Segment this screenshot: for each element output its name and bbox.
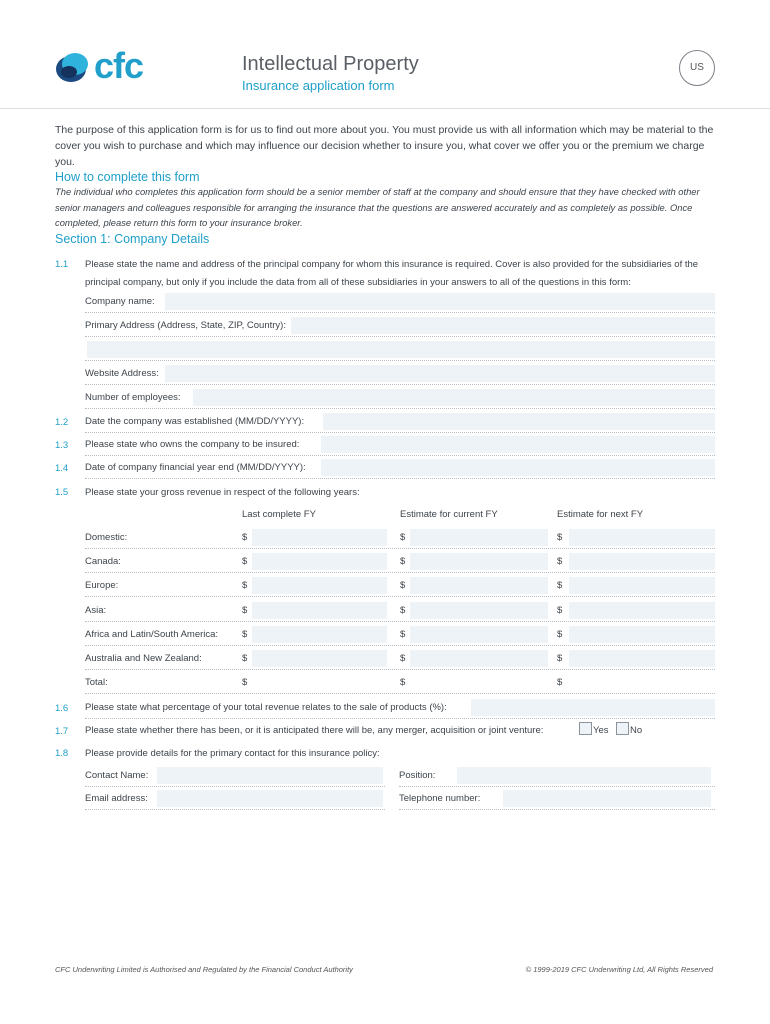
- q1-3-number: 1.3: [55, 440, 69, 451]
- page-title: Intellectual Property: [242, 53, 419, 75]
- currency-symbol: $: [242, 677, 248, 689]
- q1-4-number: 1.4: [55, 463, 69, 474]
- revenue-input[interactable]: [252, 602, 387, 619]
- revenue-input[interactable]: [569, 577, 715, 594]
- merger-yes-checkbox[interactable]: [579, 722, 592, 735]
- currency-symbol: $: [400, 580, 406, 592]
- currency-symbol: $: [557, 580, 563, 592]
- q1-2-number: 1.2: [55, 417, 69, 428]
- revenue-input[interactable]: [410, 529, 548, 546]
- howto-heading: How to complete this form: [55, 170, 200, 184]
- col-current-fy: Estimate for current FY: [400, 509, 498, 520]
- footer-copyright: © 1999-2019 CFC Underwriting Ltd, All Rights Reserved: [525, 965, 713, 974]
- fy-end-input[interactable]: [321, 459, 715, 476]
- revenue-input[interactable]: [410, 650, 548, 667]
- revenue-row: [85, 526, 715, 549]
- employees-label: Number of employees:: [85, 392, 181, 403]
- telephone-row: [399, 789, 715, 810]
- revenue-input[interactable]: [569, 650, 715, 667]
- position-input[interactable]: [457, 767, 711, 784]
- currency-symbol: $: [557, 532, 563, 543]
- primary-address-line2-input[interactable]: [87, 341, 715, 358]
- currency-symbol: $: [557, 653, 563, 664]
- howto-text: The individual who completes this application form should be a senior member of staff at the company and should ensure that they have checked with other senior managers and colleagues responsible for arranging the insurance that the questions are answered accurately and as completely as possible. Once completed, please return this form to your insurance broker.: [55, 186, 700, 228]
- q1-7-number: 1.7: [55, 726, 69, 737]
- owner-label: Please state who owns the company to be insured:: [85, 439, 300, 450]
- q1-1-number: 1.1: [55, 259, 69, 270]
- revenue-input[interactable]: [410, 553, 548, 570]
- revenue-input[interactable]: [410, 577, 548, 594]
- telephone-label: Telephone number:: [399, 793, 481, 804]
- section1-heading: Section 1: Company Details: [55, 232, 210, 246]
- email-row: [85, 789, 385, 810]
- page-subtitle: Insurance application form: [242, 78, 395, 93]
- company-name-label: Company name:: [85, 296, 155, 307]
- revenue-input[interactable]: [569, 602, 715, 619]
- revenue-row: [85, 623, 715, 646]
- currency-symbol: $: [242, 604, 248, 616]
- company-name-row: [85, 292, 715, 313]
- merger-no-checkbox[interactable]: [616, 722, 629, 735]
- website-row: [85, 364, 715, 385]
- currency-symbol: $: [242, 580, 248, 592]
- region-badge: US: [679, 50, 715, 86]
- q1-1-text: Please state the name and address of the principal company for whom this insurance is required. Cover is also provided for the subsidiaries of the principal company, but only if you include the data from all of these subsidiaries in your answers to all of the questions in this form:: [85, 259, 699, 288]
- revenue-input[interactable]: [252, 553, 387, 570]
- currency-symbol: $: [400, 628, 406, 640]
- revenue-input[interactable]: [252, 529, 387, 546]
- revenue-row: [85, 550, 715, 573]
- revenue-row-label: Europe:: [85, 580, 119, 592]
- q1-5-number: 1.5: [55, 487, 69, 498]
- position-label: Position:: [399, 770, 436, 781]
- revenue-row: [85, 671, 715, 694]
- revenue-row-label: Australia and New Zealand:: [85, 653, 202, 664]
- primary-address-row: [85, 316, 715, 337]
- fy-end-label: Date of company financial year end (MM/DD/YYYY):: [85, 462, 306, 473]
- revenue-row: [85, 647, 715, 670]
- currency-symbol: $: [400, 653, 406, 664]
- q1-8-text: Please provide details for the primary contact for this insurance policy:: [85, 748, 380, 759]
- telephone-input[interactable]: [503, 790, 711, 807]
- merger-label: Please state whether there has been, or it is anticipated there will be, any merger, acquisition or joint venture:: [85, 725, 544, 736]
- revenue-row-label: Domestic:: [85, 532, 128, 543]
- products-pct-row: [85, 698, 715, 719]
- q1-5-text: Please state your gross revenue in respect of the following years:: [85, 487, 360, 498]
- revenue-input[interactable]: [252, 626, 387, 643]
- established-input[interactable]: [323, 413, 715, 430]
- contact-name-label: Contact Name:: [85, 770, 149, 781]
- fy-end-row: [85, 458, 715, 479]
- revenue-row-label: Africa and Latin/South America:: [85, 628, 219, 640]
- q1-6-number: 1.6: [55, 703, 69, 714]
- revenue-input[interactable]: [569, 529, 715, 546]
- currency-symbol: $: [400, 532, 406, 543]
- currency-symbol: $: [557, 556, 563, 568]
- revenue-input[interactable]: [569, 626, 715, 643]
- currency-symbol: $: [242, 653, 248, 664]
- primary-address-line2-row: [85, 340, 715, 361]
- company-name-input[interactable]: [165, 293, 715, 310]
- website-label: Website Address:: [85, 368, 159, 379]
- currency-symbol: $: [400, 556, 406, 568]
- currency-symbol: $: [557, 677, 563, 689]
- email-input[interactable]: [157, 790, 383, 807]
- owner-input[interactable]: [321, 436, 715, 453]
- revenue-row: [85, 599, 715, 622]
- cfc-logo: [54, 45, 150, 88]
- cfc-logo-mark-icon: [54, 48, 94, 88]
- intro-paragraph: The purpose of this application form is for us to find out more about you. You must provide us with all information which may be material to the cover you wish to purchase and which may influence our decision whether to insure you, what cover we offer you or the premium we charge you.: [55, 124, 714, 168]
- owner-row: [85, 435, 715, 456]
- products-pct-input[interactable]: [471, 699, 715, 716]
- logo-text: cfc: [94, 45, 144, 86]
- page-header: [0, 0, 770, 109]
- revenue-row-label: Canada:: [85, 556, 121, 568]
- established-row: [85, 412, 715, 433]
- currency-symbol: $: [400, 677, 406, 689]
- currency-symbol: $: [557, 628, 563, 640]
- revenue-row-label: Total:: [85, 677, 108, 689]
- currency-symbol: $: [400, 604, 406, 616]
- products-pct-label: Please state what percentage of your total revenue relates to the sale of products (%):: [85, 702, 447, 713]
- contact-name-input[interactable]: [157, 767, 383, 784]
- revenue-row-label: Asia:: [85, 604, 107, 616]
- position-row: [399, 766, 715, 787]
- currency-symbol: $: [557, 604, 563, 616]
- revenue-input[interactable]: [410, 602, 548, 619]
- footer-regulation: CFC Underwriting Limited is Authorised and Regulated by the Financial Conduct Authority: [55, 965, 353, 974]
- currency-symbol: $: [242, 628, 248, 640]
- merger-no-label: No: [630, 725, 643, 736]
- revenue-row: [85, 574, 715, 597]
- revenue-input[interactable]: [410, 626, 548, 643]
- q1-8-number: 1.8: [55, 748, 69, 759]
- contact-name-row: [85, 766, 385, 787]
- employees-row: [85, 388, 715, 409]
- revenue-input[interactable]: [252, 650, 387, 667]
- website-input[interactable]: [165, 365, 715, 382]
- merger-yes-label: Yes: [593, 725, 609, 736]
- col-last-fy: Last complete FY: [242, 509, 316, 520]
- revenue-input[interactable]: [252, 577, 387, 594]
- employees-input[interactable]: [193, 389, 715, 406]
- primary-address-label: Primary Address (Address, State, ZIP, Country):: [85, 320, 286, 331]
- col-next-fy: Estimate for next FY: [557, 509, 644, 520]
- email-label: Email address:: [85, 793, 148, 804]
- revenue-input[interactable]: [569, 553, 715, 570]
- primary-address-input[interactable]: [291, 317, 715, 334]
- currency-symbol: $: [242, 556, 248, 568]
- currency-symbol: $: [242, 532, 248, 543]
- established-label: Date the company was established (MM/DD/YYYY):: [85, 416, 305, 427]
